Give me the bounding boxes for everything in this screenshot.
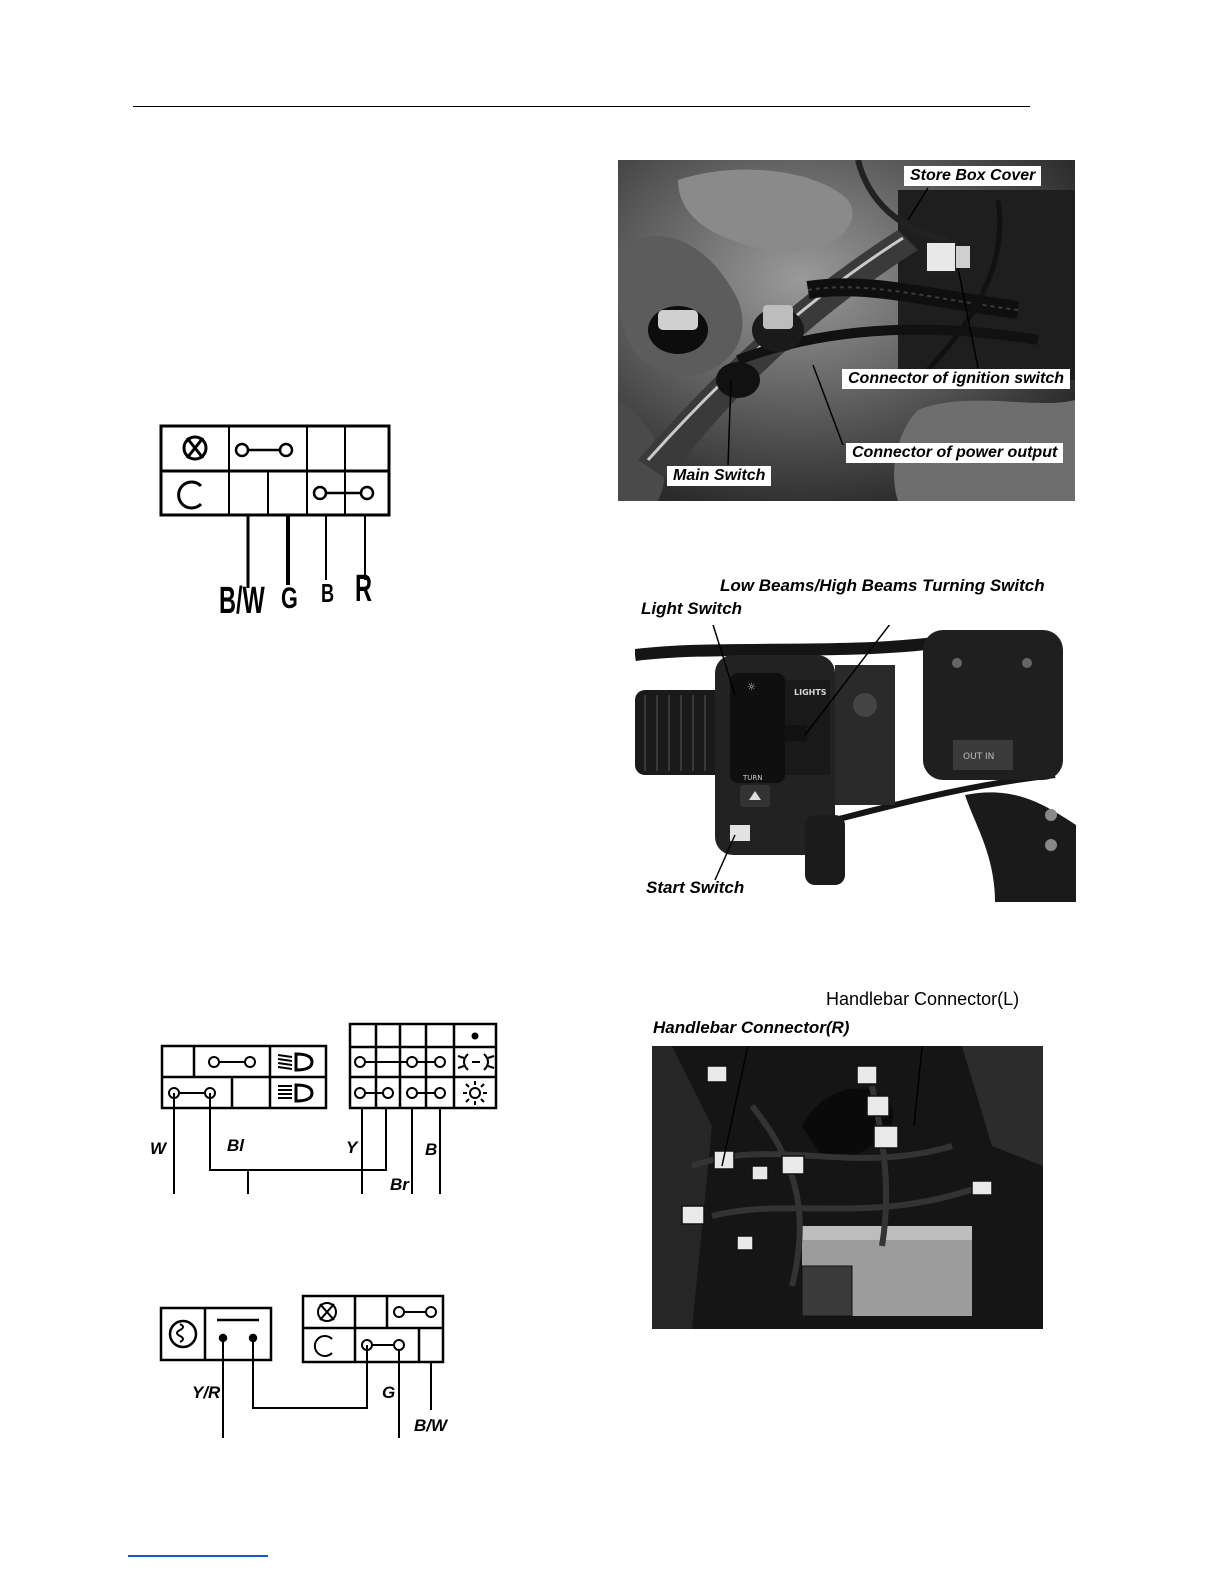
wire-label-g-start: G <box>382 1383 396 1402</box>
wire-label-br: Br <box>390 1175 409 1194</box>
wire-label-bl: Bl <box>227 1136 244 1155</box>
header-rule <box>133 106 1030 107</box>
turn-text: TURN <box>743 774 763 782</box>
start-switch-label: Start Switch <box>646 878 745 897</box>
wire-label-y: Y <box>346 1138 358 1157</box>
start-ignition-off-icon <box>318 1303 336 1321</box>
start-switch-diagram-svg <box>155 1290 455 1440</box>
ignition-on-icon <box>179 482 201 508</box>
wire-label-bw-main: B/W <box>219 580 265 622</box>
light-switch-diagram <box>150 1018 510 1198</box>
position-light-icon <box>458 1054 494 1070</box>
ignition-off-icon <box>184 437 206 459</box>
light-switch-label: Light Switch <box>641 599 743 618</box>
wire-label-b-light: B <box>425 1140 438 1159</box>
svg-text:☼: ☼ <box>747 682 756 693</box>
main-switch-label: Main Switch <box>667 466 771 486</box>
lights-text: LIGHTS <box>794 688 827 697</box>
connector-power-label: Connector of power output <box>846 443 1063 463</box>
out-in-text: OUT IN <box>963 752 995 762</box>
store-box-cover-label: Store Box Cover <box>904 166 1041 186</box>
handlebar-connector-right-label: Handlebar Connector(R) <box>653 1018 850 1037</box>
headlight-on-icon <box>463 1081 487 1105</box>
starter-motor-icon <box>170 1321 196 1347</box>
handlebar-connectors-photo <box>652 1046 1043 1329</box>
low-beam-icon <box>278 1054 312 1070</box>
wire-label-yr: Y/R <box>192 1383 221 1402</box>
handlebar-connector-left-label: Handlebar Connector(L) <box>826 989 1020 1009</box>
footer-link-underline[interactable] <box>128 1555 268 1557</box>
start-switch-diagram <box>155 1290 455 1440</box>
beam-switch-label: Low Beams/High Beams Turning Switch <box>720 576 1045 595</box>
handlebar-switch-photo <box>635 625 1076 902</box>
wire-label-g-main: G <box>281 582 298 615</box>
wire-label-w: W <box>150 1139 167 1158</box>
high-beam-icon <box>278 1085 312 1101</box>
start-ignition-on-icon <box>315 1336 332 1356</box>
wire-label-b-main: B <box>321 578 335 608</box>
connector-ignition-label: Connector of ignition switch <box>842 369 1070 389</box>
off-dot-icon <box>472 1033 479 1040</box>
light-switch-diagram-svg <box>150 1018 510 1198</box>
wire-label-bw-start: B/W <box>414 1416 448 1435</box>
wire-label-r-main: R <box>355 568 373 610</box>
